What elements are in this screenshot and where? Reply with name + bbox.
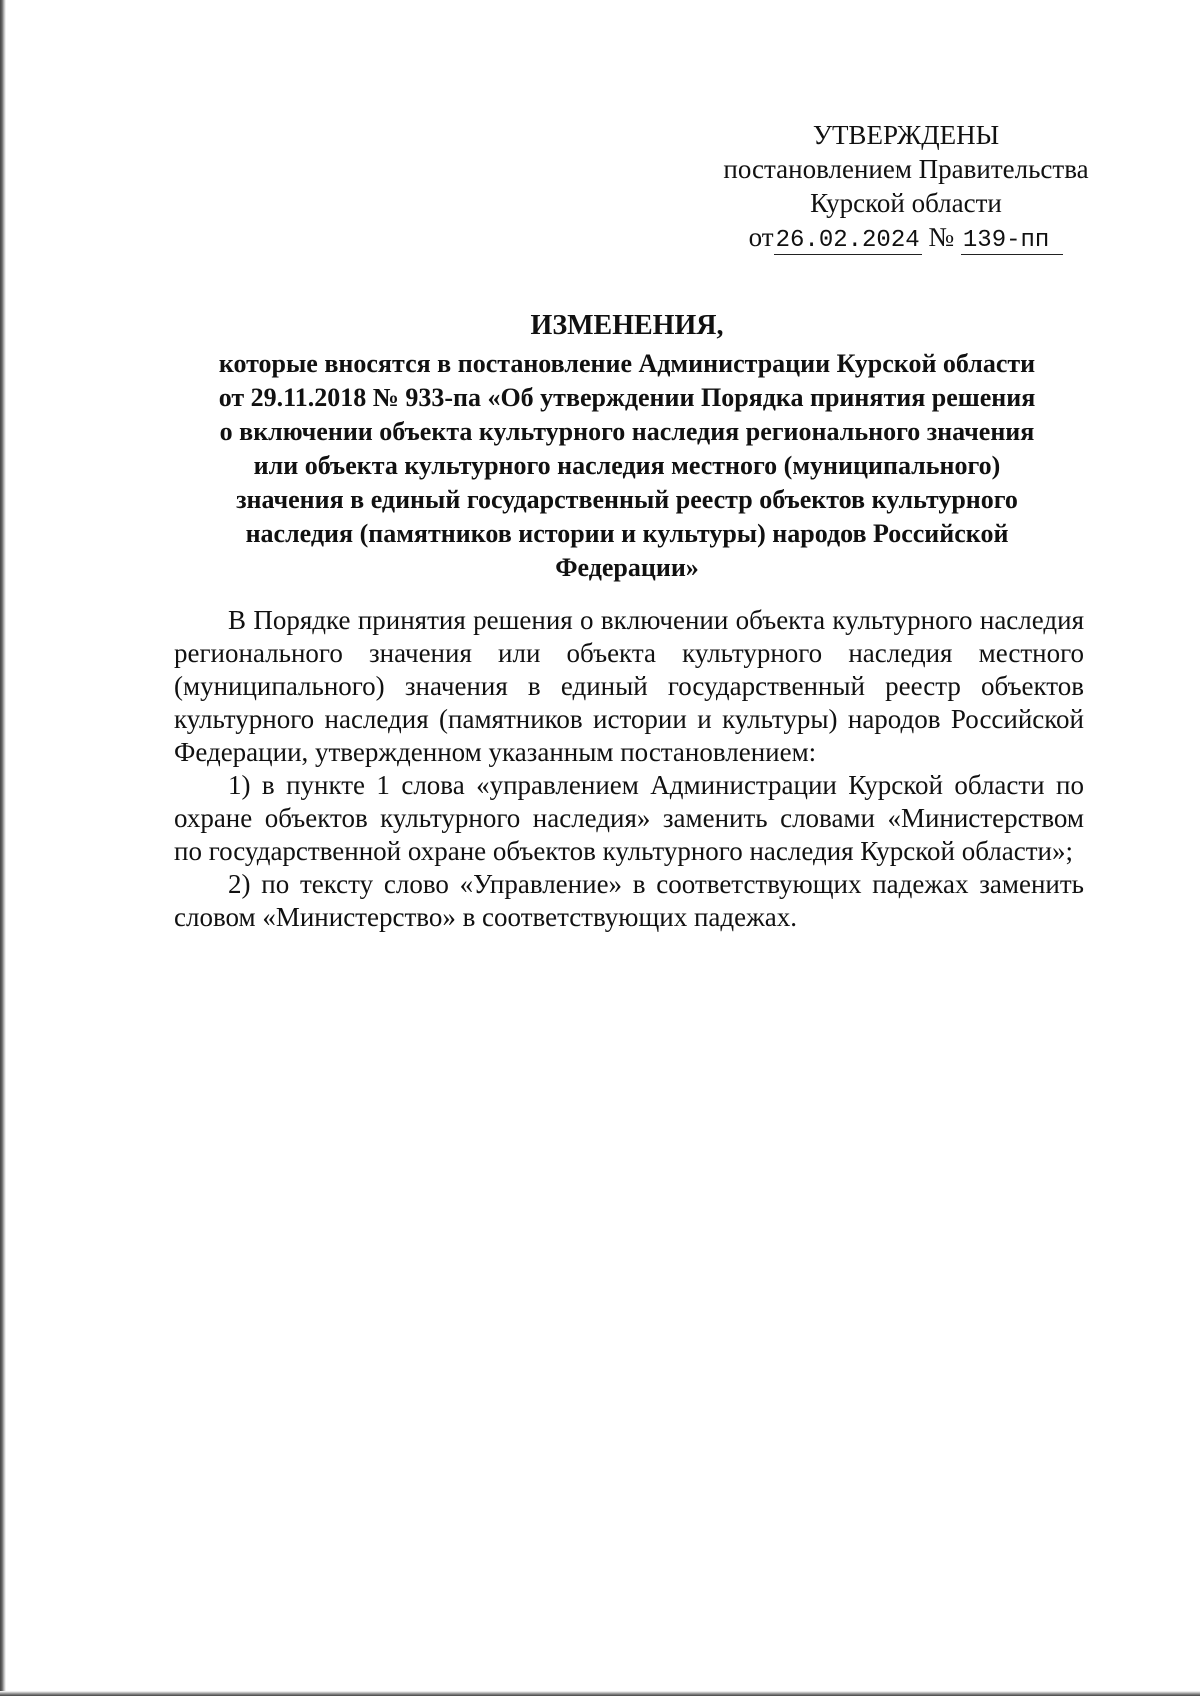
approval-stamp <box>706 118 1106 258</box>
intro-paragraph: В Порядке принятия решения о включении объекта культурного наследия регионального значения или объекта культурного наследия местного (муниципального) значения в единый государственный реестр объектов культурного наследия (памятников истории и культуры) народов Российской Федерации, утвержденном указанным постановлением: <box>174 605 1084 767</box>
heading-line: которые вносятся в постановление Администрации Курской области <box>218 349 1036 378</box>
approval-number: 139-пп <box>961 227 1063 255</box>
heading-line: или объекта культурного наследия местного (муниципального) <box>253 451 1001 480</box>
approval-authority: постановлением Правительства <box>723 154 1089 184</box>
heading-line: о включении объекта культурного наследия регионального значения <box>219 417 1035 446</box>
heading-line: наследия (памятников истории и культуры) народов Российской <box>245 519 1009 548</box>
scan-edge-bottom <box>0 1691 1200 1696</box>
heading-line: Федерации» <box>555 553 699 582</box>
document-heading <box>172 309 1082 585</box>
number-sign: № <box>928 222 955 252</box>
document-title: ИЗМЕНЕНИЯ, <box>530 310 724 341</box>
approval-date: 26.02.2024 <box>775 227 920 254</box>
date-prefix: от <box>748 222 774 252</box>
scan-edge-left <box>0 0 6 1696</box>
approval-title: УТВЕРЖДЕНЫ <box>812 120 1000 150</box>
approval-date-number <box>706 220 1106 258</box>
amendment-item-1: 1) в пункте 1 слова «управлением Администрации Курской области по охране объектов культурного наследия» заменить словами «Министерством по государственной охране объектов культурного наследия Курской области»; <box>174 770 1084 866</box>
heading-line: от 29.11.2018 № 933-па «Об утверждении Порядка принятия решения <box>218 383 1036 412</box>
amendment-item-2: 2) по тексту слово «Управление» в соответствующих падежах заменить словом «Министерство» в соответствующих падежах. <box>174 869 1084 932</box>
approval-region: Курской области <box>810 188 1002 218</box>
heading-line: значения в единый государственный реестр объектов культурного <box>236 485 1018 514</box>
document-body <box>174 604 1084 934</box>
